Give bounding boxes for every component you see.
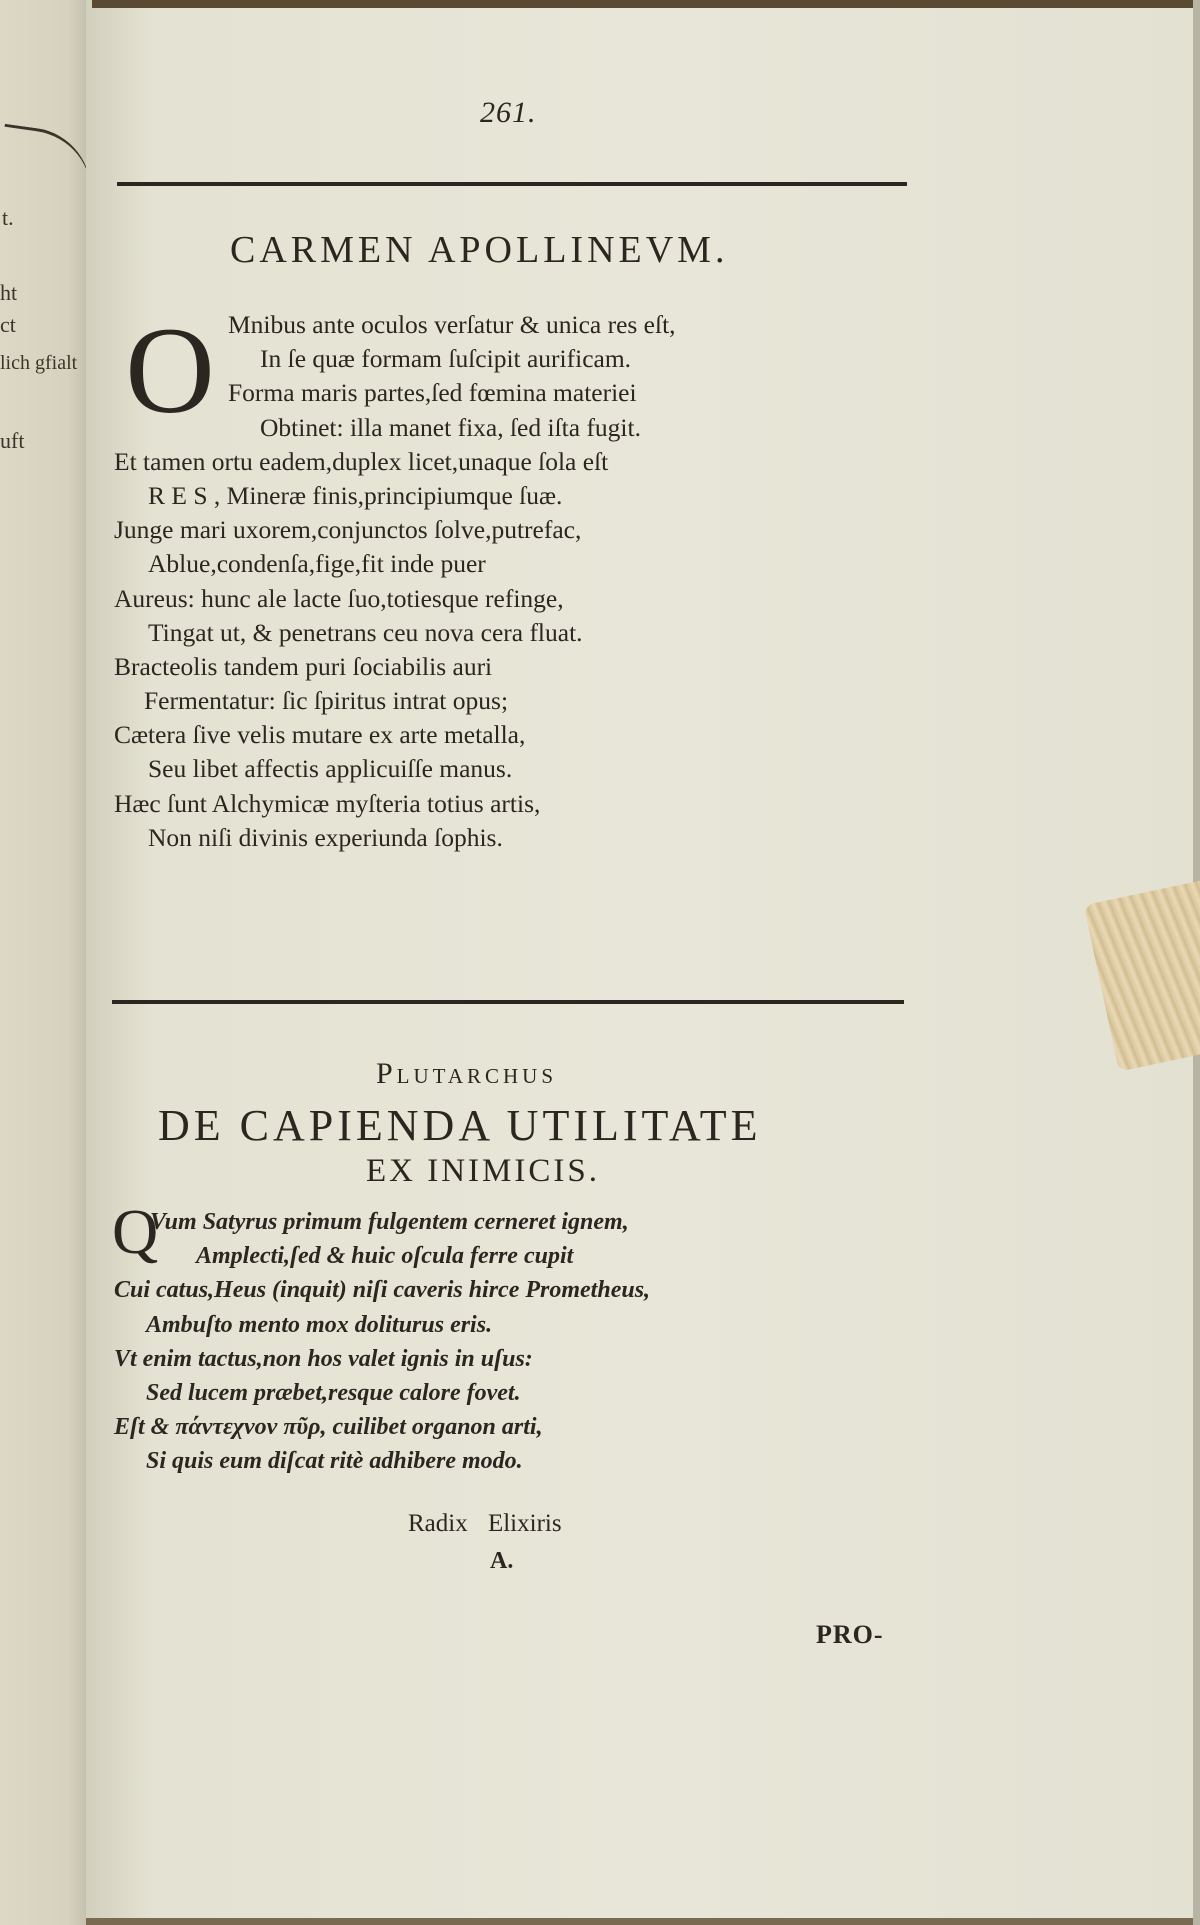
poem-title: CARMEN APOLLINEVM. — [230, 229, 729, 271]
ornamental-rule — [117, 182, 907, 186]
previous-page-flourish — [0, 124, 96, 200]
section-subtitle: EX INIMICIS. — [366, 1153, 600, 1189]
poem-line: Bracteolis tandem puri ſociabilis auri — [114, 651, 493, 681]
poem-line: Sed lucem præbet,resque calore fovet. — [146, 1379, 521, 1406]
ornamental-rule — [112, 1000, 904, 1004]
poem-line: In ſe quæ formam ſuſcipit aurificam. — [260, 344, 632, 374]
poem-line: Vum Satyrus primum fulgentem cerneret ignem, — [150, 1209, 629, 1235]
svg-text:O: O — [125, 316, 215, 420]
signature-mark: A. — [490, 1548, 514, 1574]
poem-line: Seu libet affectis applicuiſſe manus. — [148, 754, 513, 784]
page-number: 261. — [480, 96, 537, 129]
poem-line: Et tamen ortu eadem,duplex licet,unaque ſola eſt — [114, 446, 609, 476]
catchword: PRO- — [816, 1620, 884, 1649]
poem-line: Non niſi divinis experiunda ſophis. — [148, 822, 503, 852]
poem-line: Hæc ſunt Alchymicæ myſteria totius artis, — [114, 788, 541, 818]
poem-line: Amplecti,ſed & huic oſcula ferre cupit — [196, 1243, 574, 1270]
poem-line: Forma maris partes,ſed fœmina materiei — [228, 378, 637, 408]
poem-line: R E S , Mineræ finis,principiumque ſuæ. — [148, 480, 563, 510]
page-bottom-edge — [86, 1918, 1200, 1925]
drop-cap-initial: Q — [112, 1196, 159, 1267]
poem-line: Tingat ut, & penetrans ceu nova cera fluat. — [148, 617, 583, 647]
section-title: DE CAPIENDA UTILITATE — [158, 1101, 762, 1150]
poem-line: Ambuſto mento mox doliturus eris. — [146, 1311, 493, 1338]
poem-line: Junge mari uxorem,conjunctos ſolve,putrefac, — [114, 515, 582, 545]
poem-line: Si quis eum diſcat ritè adhibere modo. — [146, 1448, 523, 1475]
poem-text — [112, 308, 812, 855]
page-top-edge — [92, 0, 1200, 8]
poem-line: Aureus: hunc ale lacte ſuo,totiesque refinge, — [114, 583, 564, 613]
poem-line: Cætera ſive velis mutare ex arte metalla, — [114, 720, 526, 750]
book-page — [86, 0, 1200, 1925]
previous-page-fragment: lich gfialt — [0, 352, 78, 374]
previous-page-fragment: t. — [2, 205, 14, 230]
poem-line: Fermentatur: ſic ſpiritus intrat opus; — [144, 686, 509, 716]
previous-page-fragment: uft — [0, 428, 25, 453]
poem-line: Eſt & πάντεχνον πῦρ, cuilibet organon arti, — [114, 1414, 543, 1441]
section-author: Plutarchus — [376, 1057, 558, 1090]
poem-line: Vt enim tactus,non hos valet ignis in uſus: — [114, 1345, 533, 1372]
poem-line: Ablue,condenſa,fige,fit inde puer — [148, 549, 486, 579]
poem-line: Mnibus ante oculos verſatur & unica res eſt, — [228, 310, 676, 339]
poem-line: Obtinet: illa manet fixa, ſed iſta fugit. — [260, 412, 641, 442]
previous-page-fragment: ht — [0, 280, 18, 305]
radix-line: Radix Elixiris — [408, 1510, 562, 1537]
previous-page-fragment: ct — [0, 312, 16, 337]
poem-text — [112, 1205, 872, 1479]
poem-line: Cui catus,Heus (inquit) niſi caveris hirce Prometheus, — [114, 1277, 651, 1304]
previous-page-edge — [0, 0, 96, 1925]
